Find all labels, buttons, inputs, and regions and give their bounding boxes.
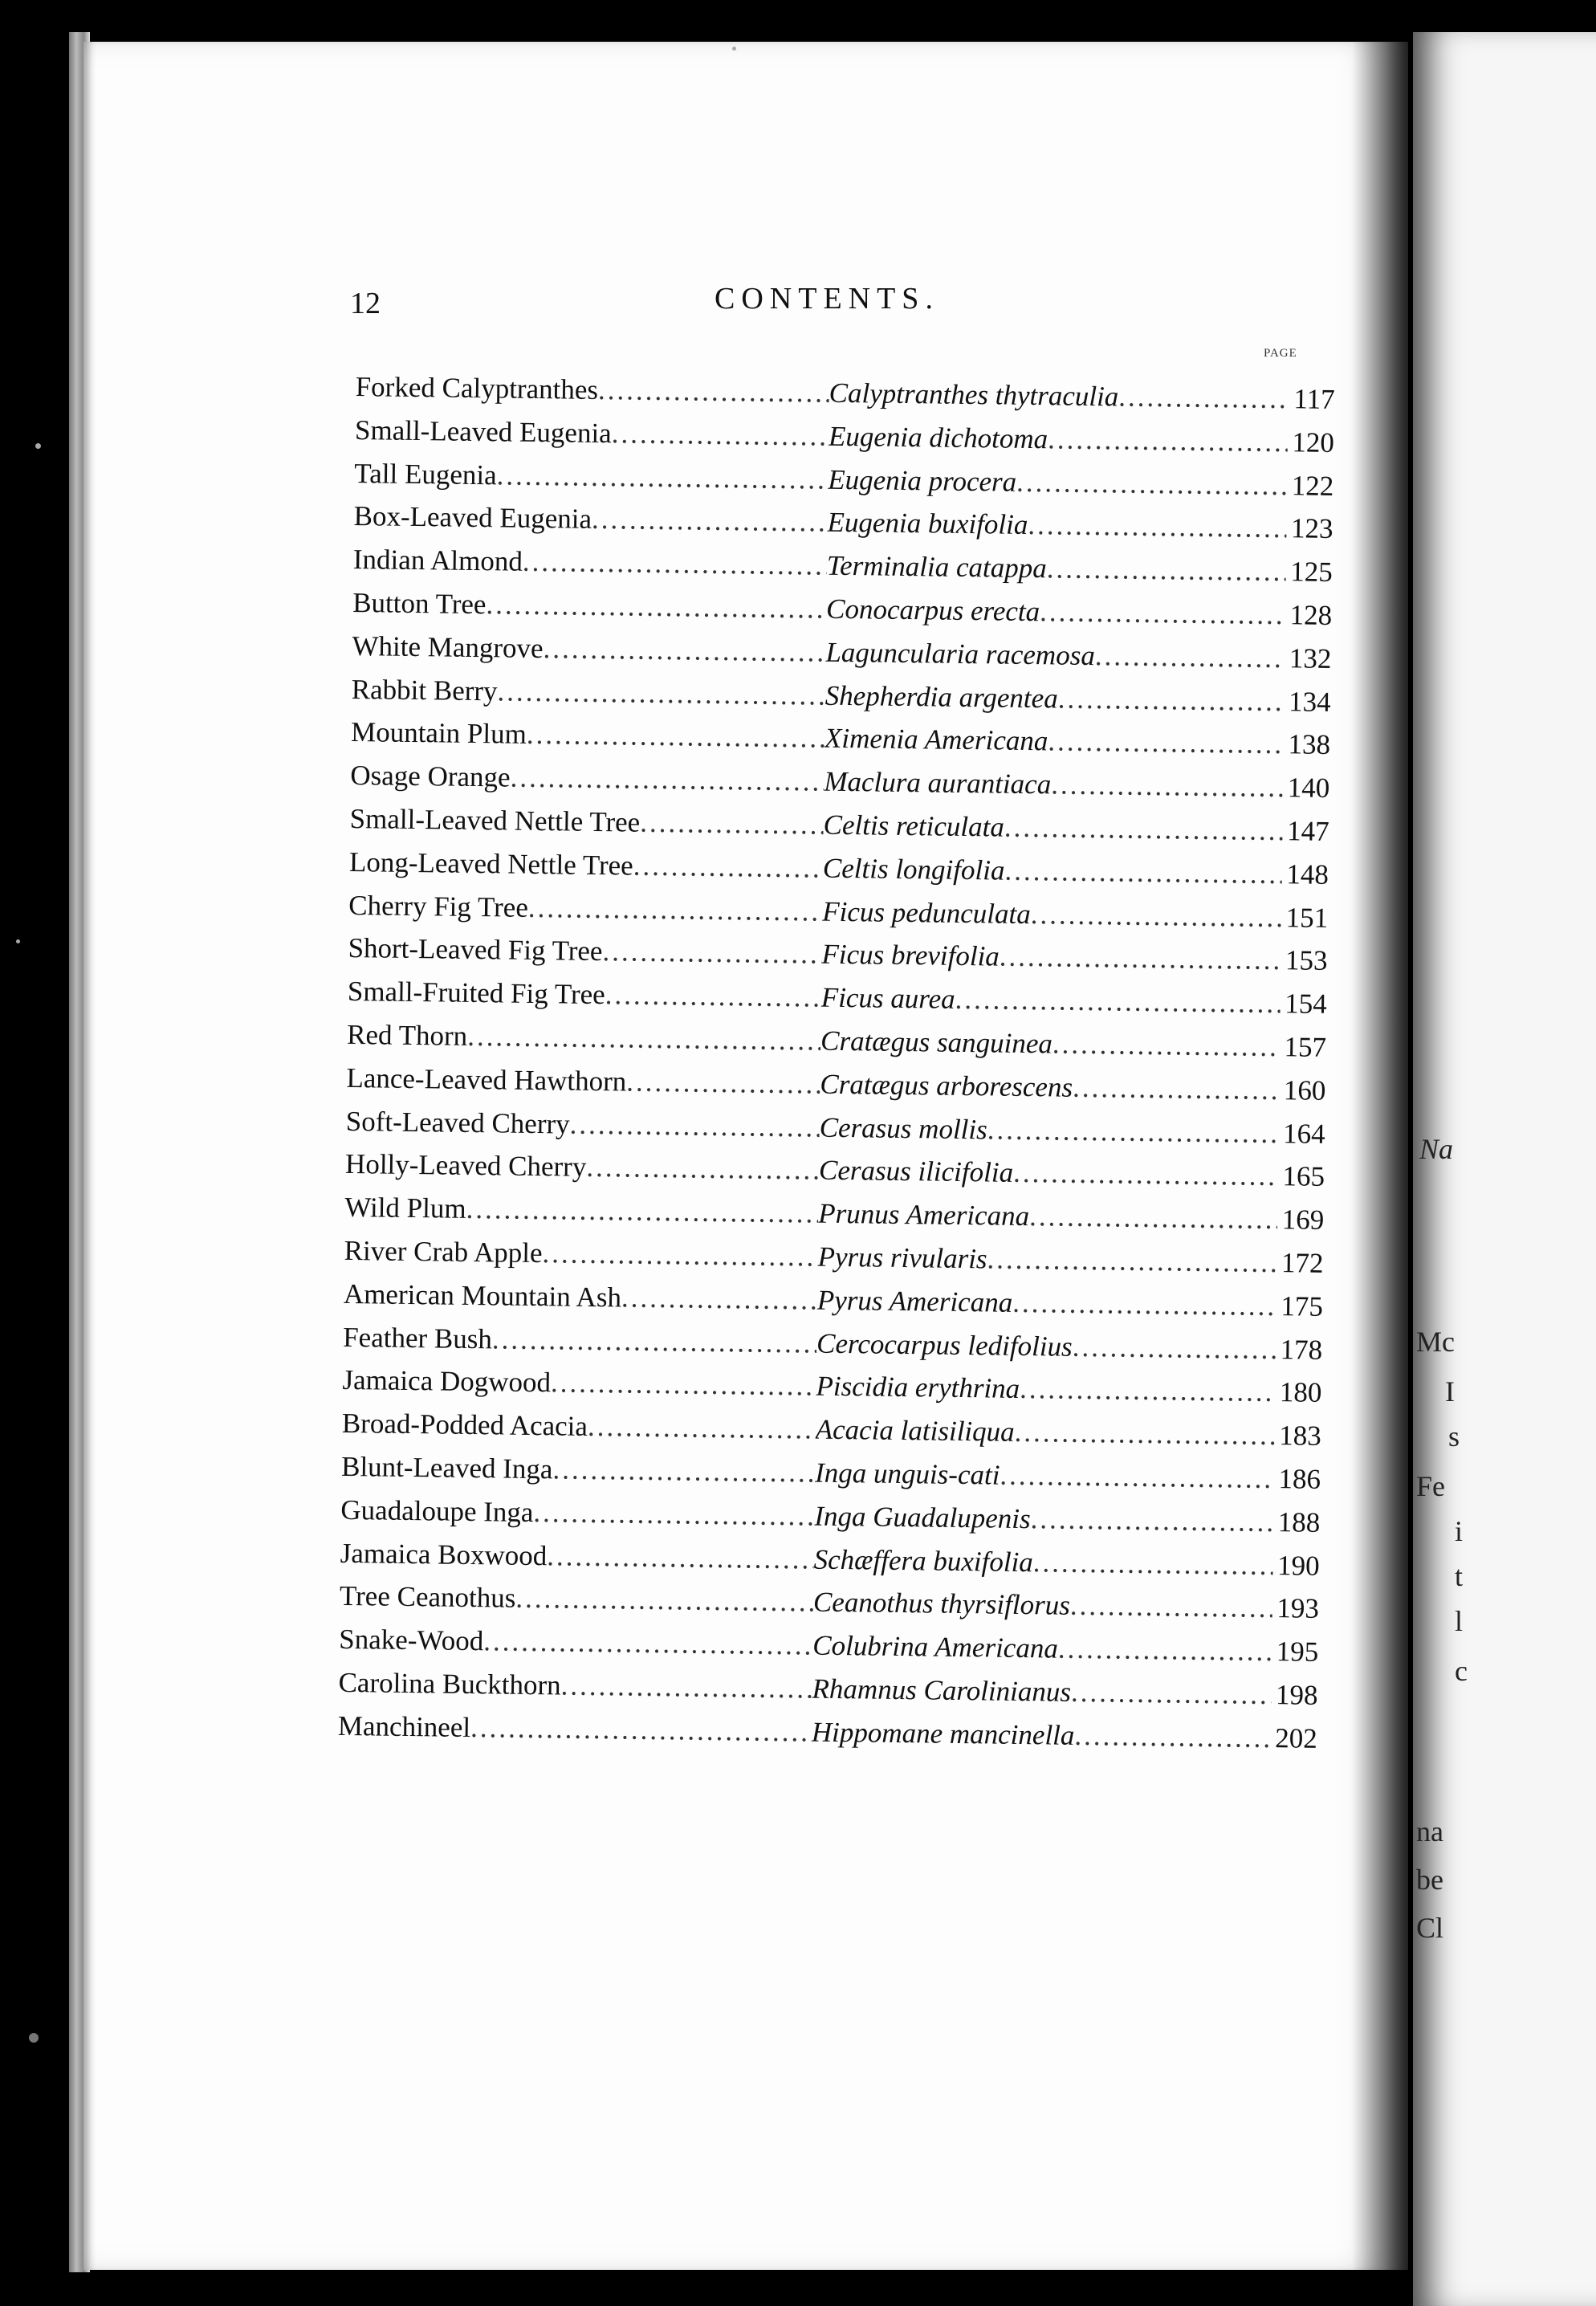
- toc-page-number: 132: [1289, 642, 1332, 674]
- toc-page-number: 202: [1275, 1721, 1318, 1754]
- toc-common-name: Tall Eugenia: [354, 457, 497, 491]
- toc-leader-dots: [1016, 466, 1288, 501]
- toc-common-name: Cherry Fig Tree: [348, 889, 529, 923]
- toc-leader-dots: [1074, 1720, 1271, 1754]
- toc-common-name: Feather Bush: [342, 1321, 493, 1355]
- toc-scientific-name: Colubrina Americana: [812, 1629, 1059, 1664]
- toc-scientific-name: Cratægus arborescens: [820, 1068, 1073, 1103]
- toc-scientific-cell: [823, 809, 1282, 847]
- toc-leader-dots: [483, 1625, 813, 1661]
- toc-leader-dots: [1029, 1200, 1278, 1236]
- toc-common-name: Osage Orange: [350, 760, 511, 793]
- toc-page-number: 147: [1286, 815, 1329, 847]
- toc-leader-dots: [1033, 1546, 1273, 1582]
- toc-page-number: 128: [1289, 599, 1333, 631]
- adjacent-page-edge: [1413, 32, 1596, 2306]
- adjacent-page-text: be: [1416, 1864, 1443, 1896]
- toc-common-name: Small-Fruited Fig Tree: [347, 976, 605, 1011]
- toc-scientific-name: Ficus pedunculata: [821, 895, 1032, 930]
- toc-common-name-cell: [355, 371, 829, 409]
- toc-scientific-name: Celtis reticulata: [823, 809, 1005, 843]
- toc-scientific-cell: [829, 421, 1288, 458]
- toc-leader-dots: [605, 979, 821, 1014]
- toc-leader-dots: [542, 1237, 818, 1273]
- toc-leader-dots: [560, 1669, 812, 1705]
- toc-common-name-cell: [338, 1667, 812, 1705]
- toc-leader-dots: [1030, 1503, 1273, 1538]
- toc-leader-dots: [598, 374, 829, 409]
- toc-leader-dots: [496, 459, 828, 495]
- toc-common-name-cell: [355, 414, 829, 453]
- toc-leader-dots: [987, 1243, 1277, 1279]
- toc-leader-dots: [1071, 1677, 1272, 1711]
- toc-leader-dots: [987, 1114, 1278, 1150]
- adjacent-page-text: s: [1448, 1420, 1460, 1452]
- toc-page-number: 198: [1275, 1679, 1318, 1711]
- toc-common-name-cell: [342, 1364, 816, 1403]
- toc-leader-dots: [1046, 552, 1286, 588]
- toc-scientific-name: Ficus brevifolia: [821, 939, 1000, 972]
- toc-leader-dots: [528, 891, 823, 927]
- toc-page-number: 122: [1291, 469, 1334, 502]
- toc-page-number: 160: [1283, 1074, 1326, 1106]
- toc-page-number: 175: [1280, 1289, 1324, 1322]
- toc-leader-dots: [621, 1281, 817, 1316]
- toc-common-name: Small-Leaved Eugenia: [354, 414, 613, 449]
- toc-scientific-name: Piscidia erythrina: [816, 1370, 1020, 1405]
- toc-leader-dots: [470, 1712, 812, 1749]
- toc-leader-dots: [467, 1021, 820, 1057]
- toc-scientific-cell: [813, 1543, 1272, 1581]
- toc-scientific-cell: [812, 1716, 1271, 1754]
- scan-speck: [16, 939, 20, 943]
- toc-common-name: Manchineel: [337, 1709, 471, 1743]
- toc-scientific-cell: [817, 1284, 1276, 1322]
- running-head: CONTENTS.: [715, 282, 939, 316]
- toc-common-name-cell: [346, 1105, 820, 1143]
- toc-scientific-cell: [825, 636, 1285, 674]
- toc-leader-dots: [523, 546, 828, 582]
- toc-scientific-name: Cratægus sanguinea: [820, 1025, 1053, 1060]
- toc-common-name: Broad-Podded Acacia: [341, 1408, 588, 1443]
- toc-page-number: 183: [1278, 1420, 1321, 1452]
- toc-scientific-name: Pyrus Americana: [816, 1284, 1013, 1318]
- toc-scientific-name: Terminalia catappa: [826, 549, 1047, 585]
- toc-leader-dots: [552, 1453, 815, 1489]
- toc-common-name: Red Thorn: [346, 1018, 468, 1052]
- toc-common-name-cell: [344, 1235, 817, 1273]
- adjacent-page-text: c: [1455, 1655, 1468, 1687]
- toc-common-name: Carolina Buckthorn: [338, 1666, 561, 1701]
- toc-leader-dots: [1030, 898, 1281, 934]
- toc-scientific-name: Eugenia buxifolia: [827, 507, 1028, 541]
- toc-common-name-cell: [348, 976, 821, 1014]
- toc-common-name-cell: [352, 674, 825, 712]
- toc-scientific-cell: [821, 982, 1280, 1020]
- toc-leader-dots: [1000, 941, 1281, 977]
- toc-page-number: 148: [1286, 858, 1329, 890]
- toc-scientific-name: Inga unguis-cati: [814, 1457, 1000, 1491]
- toc-leader-dots: [592, 503, 828, 539]
- toc-leader-dots: [1048, 726, 1284, 761]
- toc-leader-dots: [551, 1367, 816, 1403]
- toc-common-name-cell: [345, 1148, 819, 1187]
- adjacent-page-text: t: [1455, 1560, 1464, 1592]
- toc-page-number: 138: [1288, 728, 1331, 761]
- toc-common-name-cell: [340, 1537, 813, 1575]
- toc-scientific-cell: [815, 1457, 1274, 1495]
- toc-scientific-name: Cercocarpus ledifolius: [816, 1327, 1073, 1363]
- toc-scientific-name: Shepherdia argentea: [824, 679, 1058, 715]
- toc-scientific-name: Ceanothus thyrsiflorus: [812, 1586, 1071, 1622]
- toc-scientific-cell: [812, 1672, 1271, 1710]
- toc-common-name-cell: [353, 500, 827, 539]
- toc-scientific-cell: [822, 895, 1281, 933]
- toc-scientific-name: Ficus aurea: [820, 981, 955, 1015]
- contents-list: [337, 371, 1334, 1766]
- toc-leader-dots: [1000, 1460, 1274, 1495]
- toc-common-name-cell: [341, 1451, 815, 1489]
- toc-leader-dots: [466, 1193, 818, 1230]
- toc-leader-dots: [1013, 1157, 1278, 1192]
- toc-common-name-cell: [351, 716, 824, 755]
- toc-scientific-cell: [819, 1155, 1278, 1192]
- toc-common-name-cell: [344, 1278, 817, 1317]
- toc-common-name: Indian Almond: [352, 544, 523, 577]
- toc-scientific-cell: [827, 550, 1286, 588]
- toc-page-number: 164: [1282, 1117, 1325, 1150]
- toc-page-number: 178: [1280, 1333, 1323, 1366]
- toc-leader-dots: [1095, 640, 1285, 674]
- toc-common-name: Jamaica Dogwood: [342, 1364, 552, 1399]
- toc-page-number: 157: [1284, 1031, 1327, 1063]
- toc-leader-dots: [1057, 682, 1285, 718]
- toc-leader-dots: [1058, 1633, 1272, 1668]
- toc-page-number: 172: [1280, 1247, 1324, 1279]
- adjacent-page-text: Mc: [1416, 1326, 1455, 1358]
- toc-leader-dots: [1051, 769, 1284, 805]
- toc-scientific-cell: [829, 377, 1288, 415]
- toc-scientific-cell: [820, 1025, 1280, 1063]
- toc-common-name: Box-Leaved Eugenia: [353, 500, 592, 536]
- toc-page-number: 134: [1288, 685, 1331, 718]
- toc-scientific-cell: [813, 1587, 1272, 1624]
- toc-scientific-name: Hippomane mancinella: [811, 1716, 1075, 1751]
- toc-leader-dots: [1012, 1287, 1276, 1322]
- toc-leader-dots: [1028, 509, 1287, 544]
- toc-common-name-cell: [338, 1710, 812, 1749]
- toc-common-name-cell: [346, 1062, 820, 1101]
- toc-leader-dots: [602, 935, 822, 971]
- toc-leader-dots: [588, 1411, 816, 1446]
- toc-leader-dots: [1014, 1416, 1275, 1452]
- toc-scientific-name: Celtis longifolia: [822, 852, 1005, 886]
- toc-scientific-cell: [827, 507, 1286, 544]
- toc-common-name-cell: [348, 932, 821, 971]
- scan-speck: [732, 47, 736, 51]
- toc-scientific-cell: [824, 723, 1284, 760]
- toc-scientific-cell: [828, 463, 1287, 501]
- toc-page-number: 153: [1285, 944, 1328, 977]
- toc-leader-dots: [515, 1583, 813, 1619]
- toc-leader-dots: [543, 633, 825, 669]
- toc-scientific-name: Eugenia dichotoma: [828, 420, 1048, 455]
- toc-common-name-cell: [349, 803, 823, 841]
- toc-leader-dots: [510, 762, 824, 798]
- toc-common-name-cell: [347, 1019, 820, 1057]
- toc-page-number: 195: [1276, 1636, 1319, 1668]
- toc-scientific-name: Rhamnus Carolinianus: [812, 1672, 1072, 1708]
- toc-common-name: White Mangrove: [352, 629, 544, 664]
- toc-common-name-cell: [349, 846, 823, 885]
- toc-leader-dots: [611, 418, 829, 453]
- toc-page-number: 125: [1290, 556, 1333, 589]
- toc-common-name: Mountain Plum: [350, 716, 527, 751]
- toc-common-name: American Mountain Ash: [343, 1277, 622, 1314]
- toc-common-name-cell: [339, 1624, 812, 1662]
- toc-leader-dots: [547, 1540, 814, 1575]
- adjacent-page-text: Fe: [1416, 1470, 1445, 1502]
- toc-common-name: Tree Ceanothus: [339, 1580, 516, 1615]
- adjacent-page-text: na: [1416, 1815, 1443, 1848]
- toc-common-name-cell: [348, 890, 822, 928]
- adjacent-page-text: Cl: [1416, 1912, 1444, 1944]
- toc-scientific-name: Maclura aurantiaca: [824, 765, 1052, 801]
- toc-scientific-name: Cerasus mollis: [819, 1111, 988, 1145]
- toc-common-name-cell: [352, 587, 826, 625]
- toc-common-name-cell: [342, 1408, 816, 1446]
- toc-leader-dots: [1052, 1028, 1280, 1063]
- toc-scientific-cell: [818, 1198, 1277, 1236]
- toc-scientific-name: Cerasus ilicifolia: [818, 1154, 1014, 1189]
- toc-common-name-cell: [343, 1321, 816, 1359]
- toc-scientific-name: Inga Guadalupenis: [814, 1500, 1031, 1534]
- toc-scientific-cell: [820, 1068, 1279, 1106]
- toc-scientific-cell: [821, 939, 1280, 976]
- toc-common-name: Holly-Leaved Cherry: [344, 1148, 587, 1184]
- toc-common-name: Button Tree: [352, 586, 487, 621]
- toc-leader-dots: [492, 1323, 817, 1359]
- toc-common-name: Rabbit Berry: [351, 673, 498, 707]
- toc-scientific-cell: [814, 1500, 1273, 1538]
- toc-leader-dots: [1004, 812, 1283, 848]
- toc-scientific-cell: [816, 1371, 1275, 1408]
- toc-leader-dots: [1004, 854, 1282, 890]
- toc-page-number: 154: [1285, 988, 1328, 1021]
- toc-common-name: Snake-Wood: [339, 1623, 484, 1657]
- toc-scientific-name: Eugenia procera: [828, 463, 1017, 498]
- toc-leader-dots: [1040, 596, 1285, 631]
- toc-common-name: Soft-Leaved Cherry: [345, 1105, 570, 1140]
- toc-common-name-cell: [352, 630, 825, 669]
- toc-page-number: 193: [1276, 1592, 1320, 1625]
- toc-scientific-cell: [816, 1414, 1275, 1452]
- page-number: 12: [350, 287, 381, 320]
- toc-scientific-cell: [823, 852, 1282, 890]
- adjacent-page-text: i: [1455, 1515, 1464, 1547]
- toc-common-name: Jamaica Boxwood: [340, 1537, 548, 1571]
- toc-common-name-cell: [340, 1580, 813, 1619]
- toc-scientific-cell: [824, 679, 1284, 717]
- toc-common-name: Lance-Leaved Hawthorn: [346, 1061, 627, 1098]
- toc-scientific-name: Calyptranthes thytraculia: [829, 377, 1119, 413]
- toc-leader-dots: [569, 1108, 820, 1143]
- toc-common-name-cell: [353, 544, 827, 582]
- page-column-label: PAGE: [1264, 347, 1297, 360]
- toc-leader-dots: [533, 1497, 814, 1533]
- scan-speck: [29, 2033, 39, 2043]
- toc-leader-dots: [586, 1151, 819, 1187]
- toc-leader-dots: [955, 984, 1280, 1020]
- toc-common-name: Guadaloupe Inga: [340, 1493, 534, 1528]
- toc-common-name: Short-Leaved Fig Tree: [348, 932, 603, 968]
- toc-page-number: 123: [1290, 512, 1333, 545]
- toc-common-name-cell: [354, 458, 828, 496]
- toc-page-number: 169: [1281, 1204, 1325, 1237]
- toc-leader-dots: [1072, 1330, 1276, 1365]
- toc-scientific-cell: [826, 593, 1285, 631]
- toc-scientific-name: Prunus Americana: [818, 1197, 1030, 1232]
- toc-page-number: 165: [1282, 1160, 1325, 1193]
- toc-page-number: 180: [1279, 1376, 1322, 1409]
- toc-page-number: 120: [1292, 426, 1335, 458]
- toc-leader-dots: [1118, 381, 1289, 415]
- toc-common-name-cell: [344, 1192, 818, 1230]
- toc-page-number: 188: [1277, 1505, 1321, 1538]
- toc-scientific-cell: [812, 1630, 1272, 1668]
- toc-page-number: 140: [1287, 772, 1330, 805]
- toc-leader-dots: [626, 1065, 820, 1100]
- toc-scientific-name: Laguncularia racemosa: [825, 636, 1096, 671]
- toc-scientific-name: Conocarpus erecta: [825, 593, 1040, 628]
- toc-leader-dots: [497, 675, 825, 711]
- toc-leader-dots: [633, 849, 823, 884]
- toc-common-name: Small-Leaved Nettle Tree: [349, 802, 641, 838]
- scan-speck: [35, 443, 41, 449]
- toc-scientific-cell: [816, 1327, 1276, 1365]
- toc-common-name: River Crab Apple: [344, 1234, 543, 1269]
- toc-common-name: Blunt-Leaved Inga: [340, 1450, 553, 1485]
- toc-page-number: 186: [1278, 1463, 1321, 1495]
- toc-leader-dots: [1070, 1590, 1273, 1624]
- toc-scientific-name: Ximenia Americana: [824, 723, 1048, 757]
- toc-scientific-name: Acacia latisiliqua: [815, 1413, 1015, 1448]
- adjacent-page-text: Na: [1419, 1133, 1454, 1165]
- toc-common-name: Forked Calyptranthes: [355, 371, 599, 405]
- toc-scientific-cell: [819, 1111, 1278, 1149]
- toc-page-number: 151: [1285, 901, 1329, 934]
- toc-page-number: 190: [1276, 1549, 1320, 1582]
- adjacent-page-text: I: [1445, 1375, 1455, 1408]
- toc-leader-dots: [527, 719, 825, 755]
- toc-leader-dots: [486, 589, 826, 625]
- toc-page-number: 117: [1293, 383, 1335, 415]
- toc-scientific-name: Pyrus rivularis: [817, 1241, 987, 1275]
- toc-leader-dots: [1020, 1373, 1276, 1408]
- toc-common-name-cell: [350, 760, 824, 798]
- toc-common-name: Wild Plum: [344, 1192, 466, 1225]
- toc-scientific-name: Schæffera buxifolia: [813, 1543, 1034, 1578]
- toc-common-name: Long-Leaved Nettle Tree: [348, 845, 634, 882]
- toc-scientific-cell: [817, 1241, 1276, 1279]
- adjacent-page-text: l: [1455, 1605, 1464, 1637]
- toc-common-name-cell: [340, 1494, 814, 1533]
- toc-leader-dots: [1073, 1072, 1280, 1106]
- toc-leader-dots: [1048, 423, 1288, 458]
- toc-scientific-cell: [824, 766, 1283, 804]
- toc-leader-dots: [640, 807, 824, 841]
